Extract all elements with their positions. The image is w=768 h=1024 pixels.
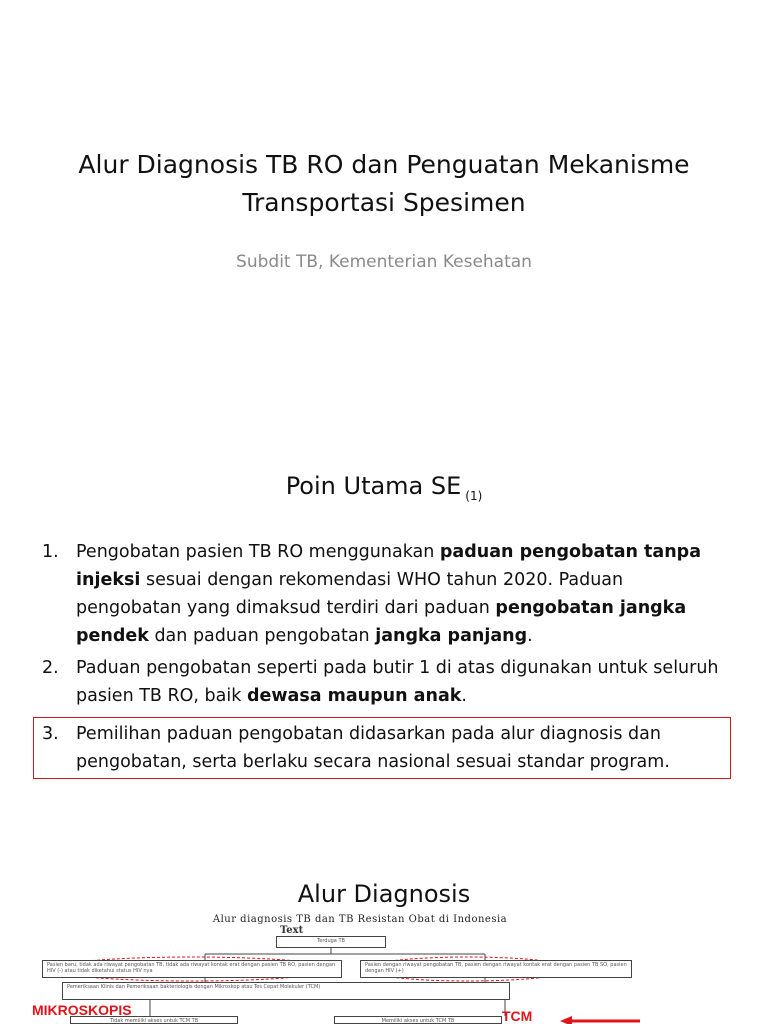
title-line-2: Transportasi Spesimen xyxy=(242,188,526,217)
flowchart-box-tidak-akses: Tidak memiliki akses untuk TCM TB xyxy=(70,1016,238,1024)
heading-text: Poin Utama SE xyxy=(285,472,462,500)
slide-heading: Alur Diagnosis xyxy=(297,880,471,908)
slide-alur-diagnosis xyxy=(0,840,768,1024)
flowchart-box-pasien-baru: Pasien baru, tidak ada riwayat pengobatan TB, tidak ada riwayat kontak erat dengan pasien TB RO, pasien dengan HIV (-) atau tidak diketahui status HIV nya xyxy=(42,960,342,978)
list-item-text: dan paduan pengobatan xyxy=(148,626,376,646)
list-item xyxy=(40,538,730,650)
numbered-list xyxy=(40,538,730,778)
list-item-text: Pemilihan paduan pengobatan didasarkan pada alur diagnosis dan pengobatan, serta berlaku secara nasional sesuai standar program. xyxy=(76,724,670,772)
label-mikroskopis: MIKROSKOPIS xyxy=(32,1002,132,1018)
list-item-text: sesuai dengan rekomendasi WHO tahun 2020. Paduan pengobatan yang dimaksud terdiri dari paduan xyxy=(76,570,624,618)
list-item-bold-text: pengobatan jangka pendek xyxy=(76,598,687,646)
slide-title xyxy=(0,0,768,410)
flowchart-title: Alur diagnosis TB dan TB Resistan Obat di Indonesia xyxy=(212,914,508,925)
list-item-number: 3. xyxy=(42,724,59,744)
slide-poin-utama xyxy=(0,410,768,840)
list-item-bold-text: dewasa maupun anak xyxy=(246,686,462,706)
flowchart-text-label: Text xyxy=(280,925,304,936)
list-item-text: Paduan pengobatan seperti pada butir 1 di atas digunakan untuk seluruh pasien TB RO, baik xyxy=(76,658,719,706)
list-item-number: 2. xyxy=(42,658,59,678)
list-item xyxy=(40,654,730,710)
title-line-1: Alur Diagnosis TB RO dan Penguatan Mekanisme xyxy=(78,150,690,179)
list-item-bold-text: paduan pengobatan tanpa injeksi xyxy=(76,542,702,590)
slide-heading xyxy=(0,472,768,503)
list-item-bold-text: jangka panjang xyxy=(375,626,528,646)
label-tcm: TCM xyxy=(502,1008,533,1024)
list-item-number: 1. xyxy=(42,542,59,562)
flowchart-box-pemeriksaan: Pemeriksaan Klinis dan Pemeriksaan bakteriologis dengan Mikroskop atau Tes Cepat Molekuler (TCM) xyxy=(62,982,510,1000)
flowchart-box-riwayat: Pasien dengan riwayat pengobatan TB, pasien dengan riwayat kontak erat dengan pasien TB SO, pasien dengan HIV (+) xyxy=(360,960,632,978)
list-item xyxy=(34,718,730,778)
slide-title-heading xyxy=(0,146,768,222)
flowchart-box-terduga: Terduga TB xyxy=(276,936,386,948)
slide-subtitle: Subdit TB, Kementerian Kesehatan xyxy=(236,252,532,272)
list-item-text: . xyxy=(461,686,467,706)
list-item-text: Pengobatan pasien TB RO menggunakan xyxy=(76,542,440,562)
list-item-text: . xyxy=(527,626,533,646)
heading-subscript: (1) xyxy=(465,489,483,503)
flowchart-box-akses: Memiliki akses untuk TCM TB xyxy=(334,1016,502,1024)
flowchart-image xyxy=(0,840,768,1024)
